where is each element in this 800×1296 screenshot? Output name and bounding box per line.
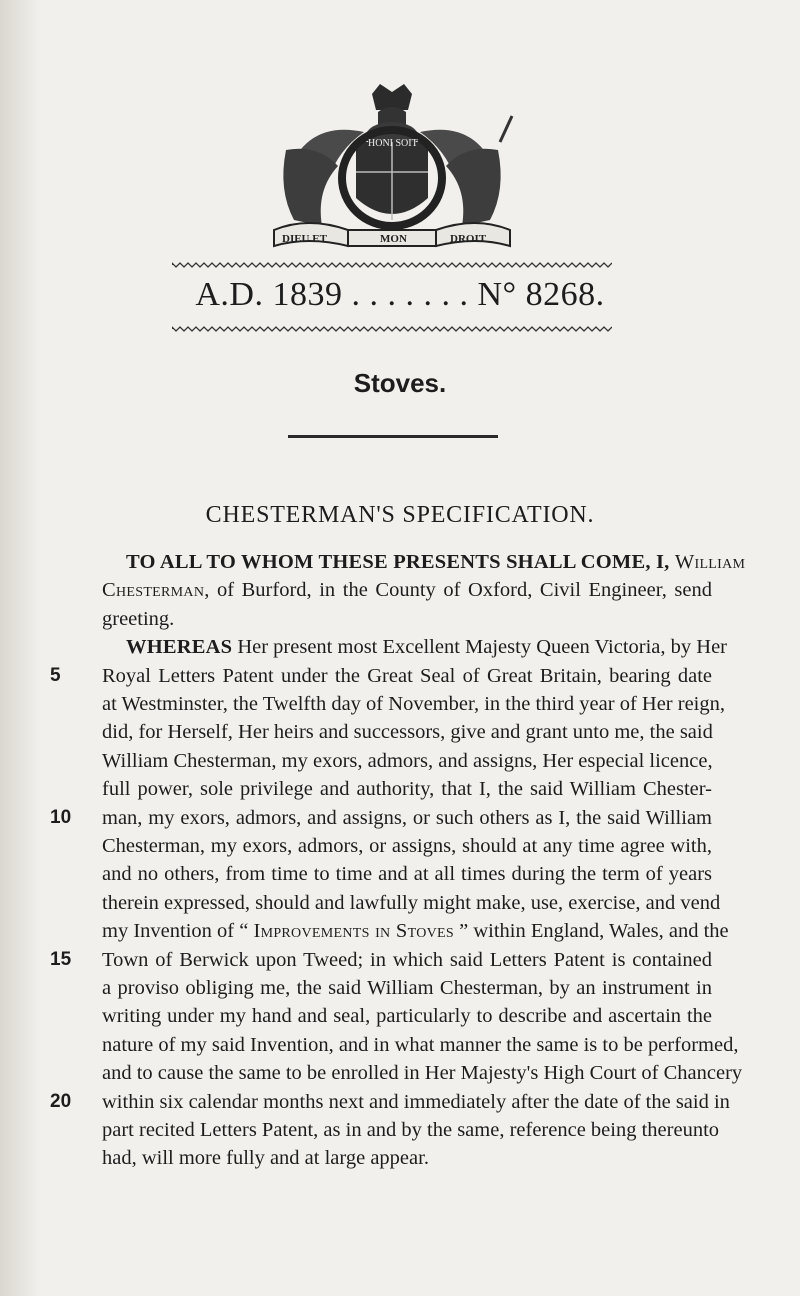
line-text: Chesterman, my exors, admors, or assigns, should at any time agree with, [102, 835, 712, 857]
line-text: and to cause the same to be enrolled in Her Majesty's High Court of Chancery [102, 1062, 743, 1085]
line-text: had, will more fully and at large appear. [102, 1147, 429, 1170]
line-text: , of Burford, in the County of Oxford, Civil Engineer, send [204, 579, 712, 602]
line-number: 20 [50, 1090, 72, 1112]
line-number: 10 [50, 806, 72, 828]
line-text: William Chesterman, my exors, admors, and assigns, Her especial licence, [102, 749, 713, 772]
line-text: Royal Letters Patent under the Great Seal of Great Britain, bearing date [102, 664, 712, 687]
line-text: Chesterman [102, 579, 205, 602]
line-text: Improvements in Stoves [253, 920, 454, 943]
body-line [102, 747, 712, 775]
body-line [102, 804, 712, 832]
body-line [102, 775, 712, 803]
header-number: N° 8268. [477, 276, 605, 313]
body-line [102, 1002, 712, 1030]
line-text: ” within England, Wales, and the [453, 920, 729, 943]
garter-text: HONI SOIT [368, 138, 418, 149]
subject-title: Stoves. [353, 368, 447, 398]
line-text: TO ALL TO WHOM THESE PRESENTS SHALL COME, I, [126, 551, 675, 573]
page-edge-shadow [0, 0, 40, 1296]
line-text: full power, sole privilege and authority, that I, the said William Chester- [102, 778, 712, 801]
body-line [102, 605, 712, 633]
line-text: Town of Berwick upon Tweed; in which said Letters Patent is contained [102, 948, 712, 971]
specification-title: CHESTERMAN'S SPECIFICATION. [205, 502, 595, 528]
section-divider [288, 435, 498, 438]
body-line [102, 917, 729, 945]
body-line [126, 633, 727, 661]
wavy-rule-bottom [172, 326, 612, 332]
body-line [102, 832, 712, 860]
line-text: and no others, from time to time and at all times during the term of years [102, 863, 712, 886]
line-text: man, my exors, admors, and assigns, or such others as I, the said William [102, 806, 712, 829]
body-line [102, 1144, 712, 1172]
line-text: part recited Letters Patent, as in and by the same, reference being thereunto [102, 1119, 720, 1141]
body-line [102, 690, 725, 718]
body-line [102, 1031, 739, 1059]
body-line [102, 718, 712, 746]
patent-header [0, 276, 800, 314]
header-year: A.D. 1839 [195, 276, 343, 313]
body-line [102, 1088, 730, 1116]
line-text: WHEREAS [126, 636, 233, 659]
body-line [102, 889, 721, 917]
header-dots: . . . . . . . [351, 276, 469, 313]
body-line [102, 946, 712, 974]
line-text: within six calendar months next and immediately after the date of the said in [102, 1090, 730, 1113]
body-line [102, 662, 712, 690]
line-text: did, for Herself, Her heirs and successors, give and grant unto me, the said [102, 721, 713, 744]
line-text: William [674, 551, 746, 573]
line-text: my Invention of “ [102, 920, 254, 943]
wavy-rule-top [172, 262, 612, 268]
body-line [102, 1059, 743, 1087]
body-line [102, 576, 712, 604]
line-text: nature of my said Invention, and in what manner the same is to be performed, [102, 1033, 739, 1056]
line-text: therein expressed, should and lawfully might make, use, exercise, and vend [102, 891, 721, 914]
line-text: greeting. [102, 607, 175, 630]
body-line [102, 860, 712, 888]
line-number: 5 [50, 664, 61, 686]
royal-crest-icon [268, 80, 516, 250]
line-text: Her present most Excellent Majesty Queen Victoria, by Her [232, 636, 727, 659]
motto-center: MON [380, 233, 407, 245]
body-line [102, 1116, 720, 1144]
line-text: a proviso obliging me, the said William Chesterman, by an instrument in [102, 977, 712, 999]
line-text: at Westminster, the Twelfth day of November, in the third year of Her reign, [102, 693, 725, 715]
line-number: 15 [50, 948, 72, 970]
line-text: writing under my hand and seal, particularly to describe and ascertain the [102, 1005, 712, 1028]
body-line [102, 974, 712, 1002]
body-line [126, 548, 746, 576]
motto-right: DROIT [450, 233, 487, 245]
motto-left: DIEU ET [282, 233, 327, 245]
